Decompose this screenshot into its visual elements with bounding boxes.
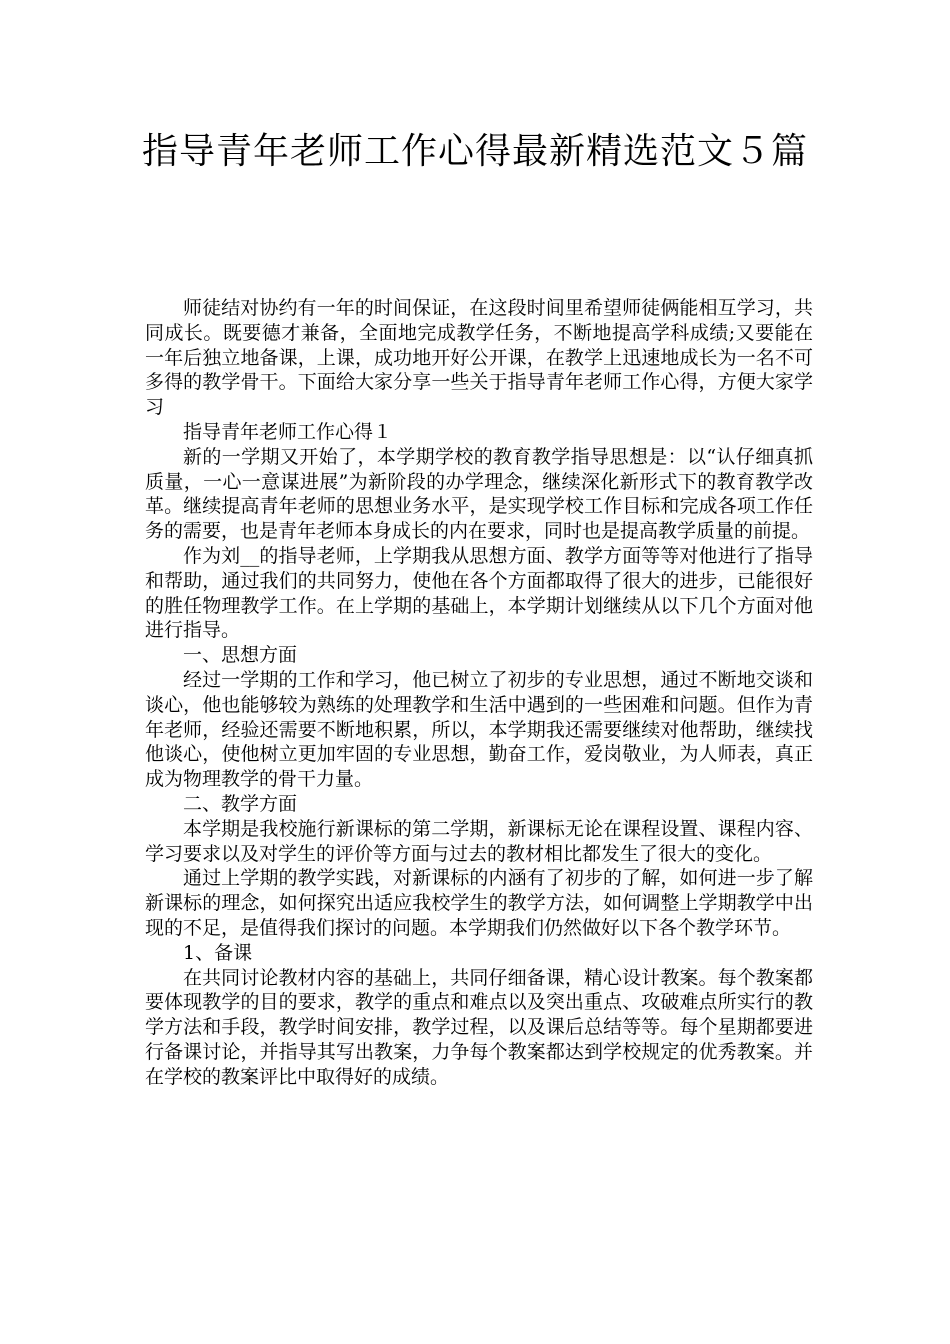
paragraph: 经过一学期的工作和学习，他已树立了初步的专业思想，通过不断地交谈和谈心，他也能够较为熟练的处理教学和生活中遇到的一些困难和问题。但作为青年老师，经验还需要不断地积累，所以，本学期我还需要继续对他帮助，继续找他谈心，使他树立更加牢固的专业思想，勤奋工作，爱岗敬业，为人师表，真正成为物理教学的骨干力量。 — [145, 668, 813, 791]
paragraph: 通过上学期的教学实践，对新课标的内涵有了初步的了解，如何进一步了解新课标的理念，如何探究出适应我校学生的教学方法，如何调整上学期教学中出现的不足，是值得我们探讨的问题。本学期我们仍然做好以下各个教学环节。 — [145, 867, 813, 939]
section-heading-1: 指导青年老师工作心得１ — [183, 420, 393, 443]
paragraph: 本学期是我校施行新课标的第二学期，新课标无论在课程设置、课程内容、学习要求以及对学生的评价等方面与过去的教材相比都发生了很大的变化。 — [145, 817, 813, 865]
subheading-thought: 一、思想方面 — [183, 644, 298, 667]
document-title: 指导青年老师工作心得最新精选范文５篇 — [141, 131, 808, 172]
subheading-lesson-prep: 1、备课 — [183, 941, 253, 964]
document-body — [145, 296, 813, 1090]
paragraph: 新的一学期又开始了，本学期学校的教育教学指导思想是：以“认仔细真抓质量，一心一意谋进展”为新阶段的办学理念，继续深化新形式下的教育教学改革。继续提高青年老师的思想业务水平，是实现学校工作目标和完成各项工作任务的需要，也是青年老师本身成长的内在要求，同时也是提高教学质量的前提。 — [145, 445, 813, 543]
paragraph: 作为刘__的指导老师，上学期我从思想方面、教学方面等等对他进行了指导和帮助，通过我们的共同努力，使他在各个方面都取得了很大的进步，已能很好的胜任物理教学工作。在上学期的基础上，本学期计划继续从以下几个方面对他进行指导。 — [145, 544, 813, 642]
paragraph: 在共同讨论教材内容的基础上，共同仔细备课，精心设计教案。每个教案都要体现教学的目的要求，教学的重点和难点以及突出重点、攻破难点所实行的教学方法和手段，教学时间安排，教学过程，以及课后总结等等。每个星期都要进行备课讨论，并指导其写出教案，力争每个教案都达到学校规定的优秀教案。并在学校的教案评比中取得好的成绩。 — [145, 966, 813, 1088]
paragraph-intro: 师徒结对协约有一年的时间保证，在这段时间里希望师徒俩能相互学习，共同成长。既要德才兼备，全面地完成教学任务，不断地提高学科成绩;又要能在一年后独立地备课，上课，成功地开好公开课，在教学上迅速地成长为一名不可多得的教学骨干。下面给大家分享一些关于指导青年老师工作心得，方便大家学习 — [145, 297, 813, 419]
subheading-teaching: 二、教学方面 — [183, 792, 298, 815]
